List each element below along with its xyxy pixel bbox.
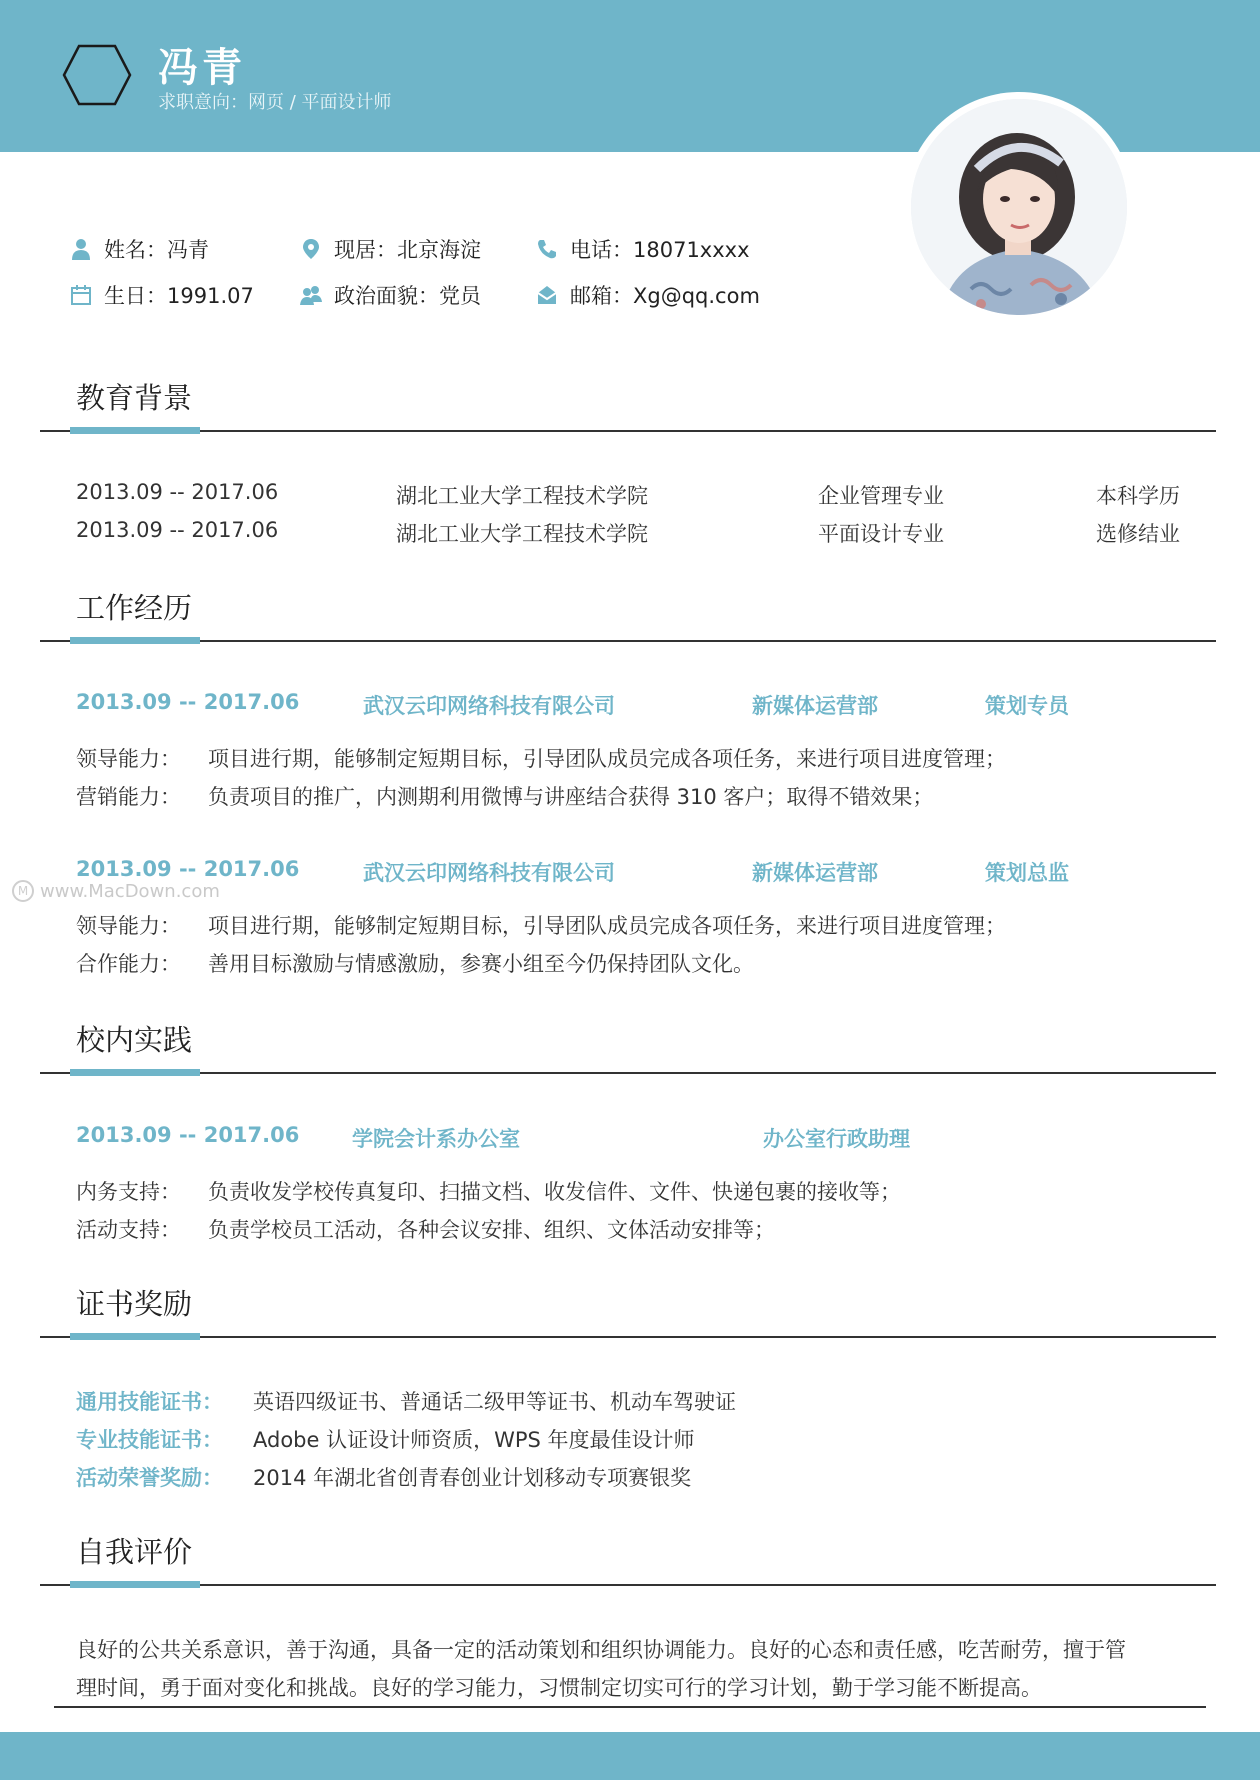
section-accent-bar: [70, 1581, 200, 1588]
work-role: 策划专员: [985, 694, 1069, 718]
watermark: [12, 880, 220, 902]
section-accent-bar: [70, 637, 200, 644]
award-text: 英语四级证书、普通话二级甲等证书、机动车驾驶证: [253, 1390, 736, 1414]
info-birthday: [70, 280, 254, 310]
location-pin-icon: [300, 238, 322, 260]
work-role: 策划总监: [985, 861, 1069, 885]
campus-item-text: 负责学校员工活动，各种会议安排、组织、文体活动安排等；: [208, 1218, 775, 1242]
work-period: 2013.09 -- 2017.06: [76, 690, 300, 714]
footer-banner: [0, 1732, 1260, 1780]
section-divider: [40, 1584, 1216, 1586]
work-item-text: 善用目标激励与情感激励，参赛小组至今仍保持团队文化。: [208, 952, 754, 976]
section-title-awards: 证书奖励: [76, 1287, 193, 1321]
phone-icon: [536, 238, 558, 260]
edu-degree: 本科学历: [1096, 484, 1180, 508]
section-divider: [40, 1336, 1216, 1338]
profile-photo: [911, 99, 1127, 315]
section-accent-bar: [70, 1069, 200, 1076]
section-title-education: 教育背景: [76, 381, 193, 415]
work-item-label: 营销能力：: [76, 785, 181, 809]
work-company: 武汉云印网络科技有限公司: [363, 861, 615, 885]
self-eval-line: 良好的公共关系意识，善于沟通，具备一定的活动策划和组织协调能力。良好的心态和责任感，吃苦耐劳，擅于管: [76, 1638, 1126, 1662]
footer-divider: [54, 1706, 1206, 1708]
info-phone-text: 电话：18071xxxx: [570, 238, 750, 262]
section-divider: [40, 1072, 1216, 1074]
info-email-text: 邮箱：Xg@qq.com: [570, 284, 760, 308]
work-dept: 新媒体运营部: [752, 694, 878, 718]
hexagon-logo-icon: [62, 44, 132, 106]
campus-item-label: 活动支持：: [76, 1218, 181, 1242]
edu-period: 2013.09 -- 2017.06: [76, 480, 279, 504]
campus-org: 学院会计系办公室: [352, 1127, 520, 1151]
edu-major: 平面设计专业: [818, 522, 944, 546]
edu-degree: 选修结业: [1096, 522, 1180, 546]
section-divider: [40, 640, 1216, 642]
info-residence-text: 现居：北京海淀: [334, 238, 481, 262]
award-label: 专业技能证书：: [76, 1428, 223, 1452]
section-title-work: 工作经历: [76, 591, 193, 625]
campus-role: 办公室行政助理: [763, 1127, 910, 1151]
mail-icon: [536, 284, 558, 306]
edu-period: 2013.09 -- 2017.06: [76, 518, 279, 542]
work-item-label: 合作能力：: [76, 952, 181, 976]
info-political: [300, 280, 481, 310]
section-divider: [40, 430, 1216, 432]
job-intent: 求职意向：网页 / 平面设计师: [158, 92, 392, 113]
info-birthday-text: 生日：1991.07: [104, 284, 254, 308]
work-item-text: 项目进行期，能够制定短期目标，引导团队成员完成各项任务，来进行项目进度管理；: [208, 747, 1006, 771]
work-item-label: 领导能力：: [76, 747, 181, 771]
work-dept: 新媒体运营部: [752, 861, 878, 885]
section-accent-bar: [70, 427, 200, 434]
campus-item-label: 内务支持：: [76, 1180, 181, 1204]
award-text: Adobe 认证设计师资质，WPS 年度最佳设计师: [253, 1428, 695, 1452]
info-email: [536, 280, 760, 310]
watermark-text: www.MacDown.com: [40, 880, 220, 902]
campus-period: 2013.09 -- 2017.06: [76, 1123, 300, 1147]
work-company: 武汉云印网络科技有限公司: [363, 694, 615, 718]
info-name-text: 姓名：冯青: [104, 238, 209, 262]
section-title-self: 自我评价: [76, 1535, 193, 1569]
award-label: 通用技能证书：: [76, 1390, 223, 1414]
section-title-campus: 校内实践: [76, 1023, 193, 1057]
work-item-label: 领导能力：: [76, 914, 181, 938]
award-text: 2014 年湖北省创青春创业计划移动专项赛银奖: [253, 1466, 692, 1490]
edu-major: 企业管理专业: [818, 484, 944, 508]
info-residence: [300, 234, 481, 264]
watermark-logo-icon: M: [12, 880, 34, 902]
work-item-text: 项目进行期，能够制定短期目标，引导团队成员完成各项任务，来进行项目进度管理；: [208, 914, 1006, 938]
award-label: 活动荣誉奖励：: [76, 1466, 223, 1490]
group-icon: [300, 284, 322, 306]
self-eval-line: 理时间，勇于面对变化和挑战。良好的学习能力，习惯制定切实可行的学习计划，勤于学习能不断提高。: [76, 1676, 1042, 1700]
info-political-text: 政治面貌：党员: [334, 284, 481, 308]
section-accent-bar: [70, 1333, 200, 1340]
work-period: 2013.09 -- 2017.06: [76, 857, 300, 881]
person-icon: [70, 238, 92, 260]
work-item-text: 负责项目的推广，内测期利用微博与讲座结合获得 310 客户；取得不错效果；: [208, 785, 934, 809]
candidate-name: 冯青: [158, 45, 246, 91]
campus-item-text: 负责收发学校传真复印、扫描文档、收发信件、文件、快递包裹的接收等；: [208, 1180, 901, 1204]
info-name: [70, 234, 209, 264]
calendar-icon: [70, 284, 92, 306]
edu-school: 湖北工业大学工程技术学院: [396, 522, 648, 546]
edu-school: 湖北工业大学工程技术学院: [396, 484, 648, 508]
info-phone: [536, 234, 750, 264]
